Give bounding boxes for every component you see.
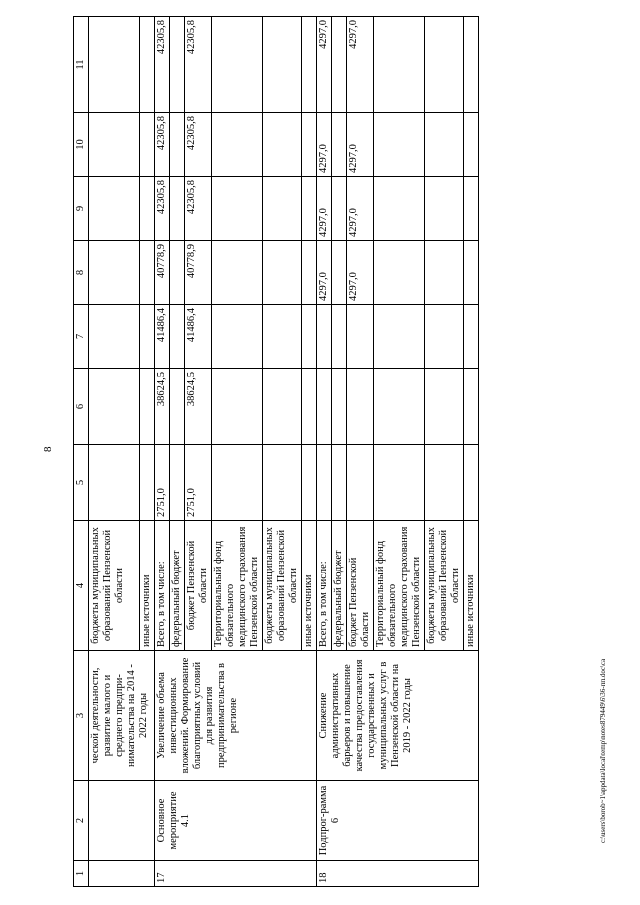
value-cell: 42305,8 (185, 177, 212, 241)
value-cell: 4297,0 (347, 241, 374, 305)
value-cell: 41486,4 (155, 305, 170, 369)
value-cell (347, 445, 374, 521)
value-cell: 4297,0 (317, 113, 332, 177)
source-label: иные источники (140, 521, 155, 651)
table-row (89, 17, 140, 887)
measure-description: Снижение административных барьеров и повышение качества предоставления государственных и муниципальных услуг в Пензенской области на 2019 - 2022 годы (317, 651, 479, 781)
value-cell: 42305,8 (155, 177, 170, 241)
value-cell: 41486,4 (185, 305, 212, 369)
value-cell: 38624,5 (155, 369, 170, 445)
header-cell: 8 (74, 241, 89, 305)
value-cell: 4297,0 (317, 177, 332, 241)
value-cell: 4297,0 (347, 113, 374, 177)
value-cell (317, 445, 332, 521)
page-number: 8 (42, 446, 54, 452)
value-cell: 2751,0 (185, 445, 212, 521)
value-cell: 4297,0 (317, 17, 332, 113)
row-number: 17 (155, 861, 317, 887)
value-cell: 2751,0 (155, 445, 170, 521)
source-label: Всего, в том числе: (155, 521, 170, 651)
value-cell (317, 369, 332, 445)
header-cell: 9 (74, 177, 89, 241)
file-path-footer: c:\users\borob~1\appdata\local\temp\notes879449\6\36-пп.doc\ca (599, 658, 607, 843)
value-cell (347, 305, 374, 369)
source-label: Территориальный фонд обязательного медицинского страхования Пензенской области (212, 521, 263, 651)
value-cell: 40778,9 (185, 241, 212, 305)
measure-description: Увеличение объема инвестиционных вложений. Формирование благоприятных условий для развития предпринимательства в регионе (155, 651, 317, 781)
value-cell (317, 305, 332, 369)
source-label: иные источники (464, 521, 479, 651)
table-row (317, 17, 332, 887)
value-cell: 4297,0 (347, 17, 374, 113)
continued-description: ческой деятельности, развитие малого и среднего предпри-нимательства на 2014 - 2022 годы (89, 651, 155, 781)
header-cell: 5 (74, 445, 89, 521)
header-cell: 11 (74, 17, 89, 113)
value-cell: 4297,0 (347, 177, 374, 241)
measure-name: Подпрог-рамма 6 (317, 781, 479, 861)
row-number: 18 (317, 861, 479, 887)
source-label: федеральный бюджет (332, 521, 347, 651)
program-finance-table (73, 16, 479, 887)
value-cell: 4297,0 (317, 241, 332, 305)
source-label: Всего, в том числе: (317, 521, 332, 651)
source-label: Территориальный фонд обязательного медицинского страхования Пензенской области (374, 521, 425, 651)
header-cell: 3 (74, 651, 89, 781)
value-cell: 42305,8 (185, 17, 212, 113)
source-label: иные источники (302, 521, 317, 651)
header-cell: 2 (74, 781, 89, 861)
header-cell: 4 (74, 521, 89, 651)
source-label: бюджет Пензенской области (347, 521, 374, 651)
table-row (155, 17, 170, 887)
header-row (74, 17, 89, 887)
measure-name: Основное мероприятие 4.1 (155, 781, 317, 861)
header-cell: 6 (74, 369, 89, 445)
header-cell: 10 (74, 113, 89, 177)
source-label: бюджеты муниципальных образований Пензенской области (89, 521, 140, 651)
value-cell: 42305,8 (155, 113, 170, 177)
value-cell: 42305,8 (155, 17, 170, 113)
source-label: федеральный бюджет (170, 521, 185, 651)
rotated-table-container (73, 17, 579, 887)
value-cell (347, 369, 374, 445)
value-cell: 42305,8 (185, 113, 212, 177)
source-label: бюджеты муниципальных образований Пензенской области (263, 521, 302, 651)
value-cell: 40778,9 (155, 241, 170, 305)
header-cell: 1 (74, 861, 89, 887)
header-cell: 7 (74, 305, 89, 369)
source-label: бюджеты муниципальных образований Пензенской области (425, 521, 464, 651)
source-label: бюджет Пензенской области (185, 521, 212, 651)
value-cell: 38624,5 (185, 369, 212, 445)
